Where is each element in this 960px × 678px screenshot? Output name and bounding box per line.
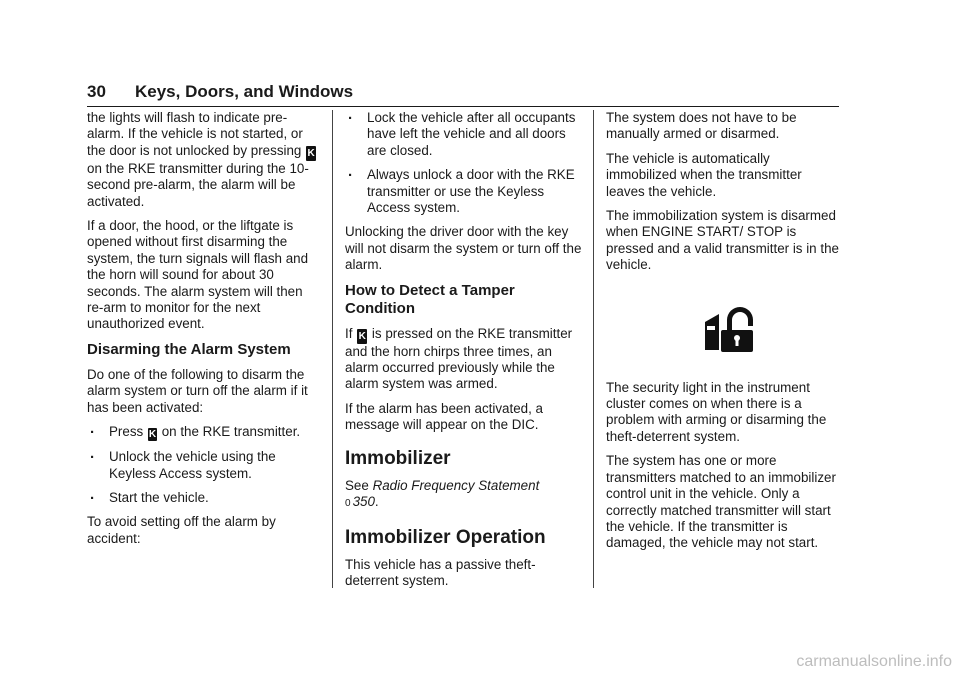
paragraph: Unlocking the driver door with the key will not disarm the system or turn off the alarm. — [345, 224, 582, 273]
heading-immobilizer-operation: Immobilizer Operation — [345, 526, 546, 548]
paragraph: The vehicle is automatically immobilized when the transmitter leaves the vehicle. — [606, 150, 802, 199]
column-divider — [593, 110, 594, 588]
reference-page[interactable]: 350 — [352, 494, 375, 510]
cross-reference: See Radio Frequency Statement 0 350. — [345, 477, 540, 510]
paragraph: If the alarm has been activated, a message will appear on the DIC. — [345, 400, 544, 433]
paragraph: The system has one or more transmitters matched to an immobilizer control unit in the vehicle. Only a correctly matched transmitter will start the vehicle. If the transmitter is damaged, the vehicle may not start. — [606, 453, 836, 551]
bullet-icon: . — [90, 420, 95, 438]
page-header — [87, 82, 839, 107]
watermark: carmanualsonline.info — [796, 653, 952, 670]
paragraph: Do one of the following to disarm the alarm system or turn off the alarm if it has been activated: — [87, 366, 308, 415]
paragraph: The security light in the instrument cluster comes on when there is a problem with arming or disarming the theft-deterrent system. — [606, 379, 827, 444]
rke-unlock-key-icon: K — [307, 147, 315, 159]
bullet-icon: . — [90, 445, 95, 463]
heading-tamper-condition: How to Detect a Tamper Condition — [345, 281, 515, 317]
page-ref-arrow-icon: 0 — [345, 498, 351, 510]
column-divider — [332, 110, 333, 588]
bullet-icon: . — [348, 163, 353, 181]
reference-link[interactable]: Radio Frequency Statement — [372, 477, 540, 493]
column-2 — [345, 106, 583, 597]
rke-unlock-key-icon: K — [148, 429, 157, 441]
column-3 — [606, 110, 840, 560]
section-title: Keys, Doors, and Windows — [135, 82, 354, 101]
page-number: 30 — [87, 82, 106, 101]
bullet-icon: . — [348, 106, 353, 123]
heading-disarming-alarm: Disarming the Alarm System — [87, 340, 291, 358]
column-1 — [87, 110, 322, 555]
paragraph: The immobilization system is disarmed when ENGINE START/ STOP is pressed and a valid transmitter is in the vehicle. — [606, 208, 839, 273]
security-light-icon — [703, 306, 759, 354]
paragraph: If a door, the hood, or the liftgate is opened without first disarming the system, the turn signals will flash and the horn will sound for about 30 seconds. The alarm system will then re-arm to monitor for the next unauthorized event. — [87, 218, 309, 332]
bullet-icon: . — [90, 485, 95, 503]
list-item: . Start the vehicle. — [90, 485, 209, 505]
paragraph: The system does not have to be manually armed or disarmed. — [606, 110, 797, 142]
paragraph: If K is pressed on the RKE transmitter and the horn chirps three times, an alarm occurred previously while the alarm system was armed. — [345, 325, 573, 392]
list-item: . Unlock the vehicle using the Keyless Access system. — [90, 445, 276, 481]
list-item: . Lock the vehicle after all occupants have left the vehicle and all doors are closed. — [348, 106, 576, 158]
paragraph: the lights will flash to indicate pre-alarm. If the vehicle is not started, or the door is not unlocked by pressing K on the RKE transmitter during the 10-second pre-alarm, the alarm will be activated. — [87, 110, 315, 209]
paragraph: To avoid setting off the alarm by accident: — [87, 514, 276, 546]
heading-immobilizer: Immobilizer — [345, 447, 451, 469]
list-item: . Always unlock a door with the RKE transmitter or use the Keyless Access system. — [348, 163, 575, 216]
list-item: . Press K on the RKE transmitter. — [90, 420, 301, 441]
paragraph: This vehicle has a passive theft-deterrent system. — [345, 556, 536, 588]
rke-unlock-key-icon: K — [358, 330, 366, 342]
